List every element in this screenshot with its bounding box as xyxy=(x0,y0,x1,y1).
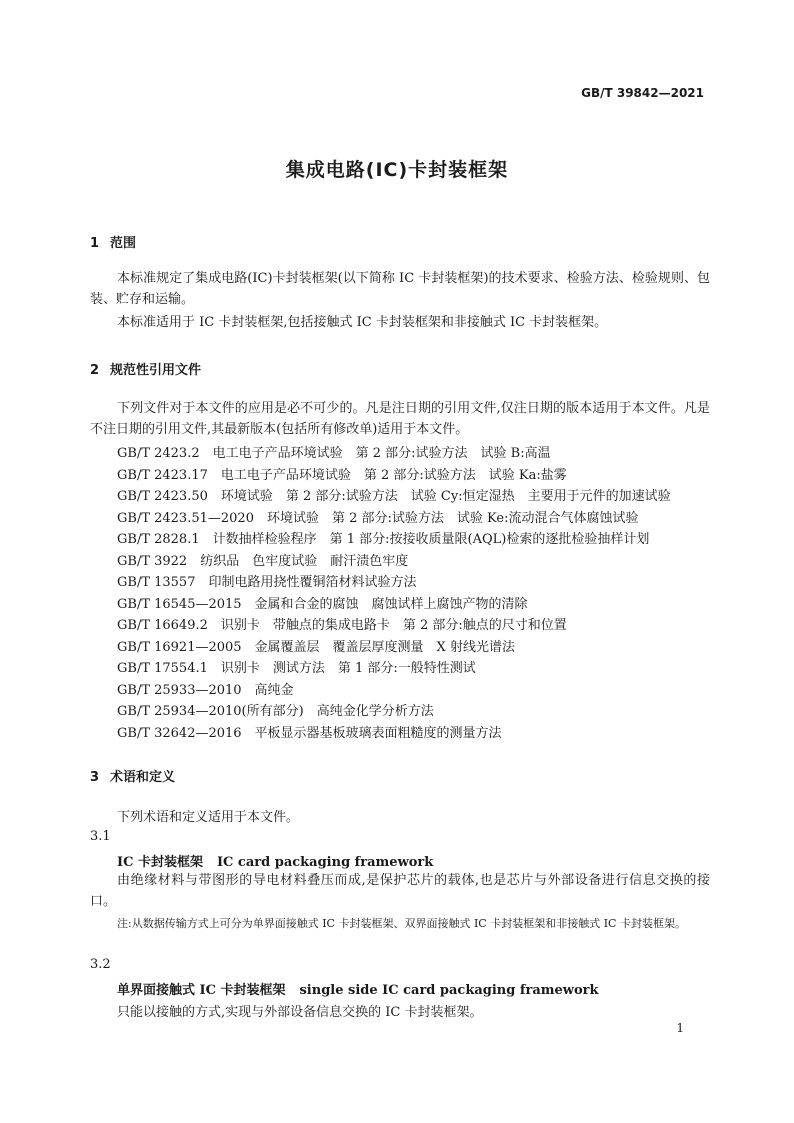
section-title: 规范性引用文件 xyxy=(110,363,202,378)
reference-item: GB/T 25934—2010(所有部分) 高纯金化学分析方法 xyxy=(117,704,434,719)
term-en: single side IC card packaging framework xyxy=(299,983,599,998)
term-heading xyxy=(117,979,598,998)
reference-item: GB/T 2423.2 电工电子产品环境试验 第 2 部分:试验方法 试验 B:高温 xyxy=(117,446,551,461)
reference-item: GB/T 25933—2010 高纯金 xyxy=(117,682,294,698)
document-title: 集成电路(IC)卡封装框架 xyxy=(285,159,509,181)
standard-number: GB/T 39842—2021 xyxy=(581,86,704,100)
section-number: 1 xyxy=(90,236,100,251)
term-heading xyxy=(117,851,433,870)
reference-item: GB/T 13557 印制电路用挠性覆铜箔材料试验方法 xyxy=(117,575,417,590)
section-heading-normative-refs xyxy=(90,359,201,378)
term-cn: 单界面接触式 IC 卡封装框架 xyxy=(117,983,286,998)
term-number: 3.1 xyxy=(90,829,111,844)
normative-refs-intro: 下列文件对于本文件的应用是必不可少的。凡是注日期的引用文件,仅注日期的版本适用于本文件。凡是不注日期的引用文件,其最新版本(包括所有修改单)适用于本文件。 xyxy=(90,401,710,437)
term-cn: IC 卡封装框架 xyxy=(117,855,203,870)
reference-item: GB/T 2828.1 计数抽样检验程序 第 1 部分:按接收质量限(AQL)检索的逐批检验抽样计划 xyxy=(117,532,650,547)
reference-item: GB/T 16649.2 识别卡 带触点的集成电路卡 第 2 部分:触点的尺寸和位置 xyxy=(117,618,567,633)
reference-item: GB/T 16545—2015 金属和合金的腐蚀 腐蚀试样上腐蚀产物的清除 xyxy=(117,596,528,612)
reference-list xyxy=(117,443,671,744)
section-heading-scope xyxy=(90,232,136,251)
terms-intro: 下列术语和定义适用于本文件。 xyxy=(117,810,300,825)
section-number: 2 xyxy=(90,363,100,378)
section-heading-terms xyxy=(90,766,175,785)
reference-item: GB/T 17554.1 识别卡 测试方法 第 1 部分:一般特性测试 xyxy=(117,661,476,676)
term-en: IC card packaging framework xyxy=(216,855,434,870)
term-note: 注:从数据传输方式上可分为单界面接触式 IC 卡封装框架、双界面接触式 IC 卡封装框架和非接触式 IC 卡封装框架。 xyxy=(117,917,686,930)
term-definition: 由绝缘材料与带图形的导电材料叠压而成,是保护芯片的载体,也是芯片与外部设备进行信息交换的接口。 xyxy=(90,873,710,909)
reference-item: GB/T 2423.50 环境试验 第 2 部分:试验方法 试验 Cy:恒定湿热 主要用于元件的加速试验 xyxy=(117,489,671,504)
term-definition: 只能以接触的方式,实现与外部设备信息交换的 IC 卡封装框架。 xyxy=(117,1005,483,1020)
term-number: 3.2 xyxy=(90,957,111,972)
reference-item: GB/T 2423.51—2020 环境试验 第 2 部分:试验方法 试验 Ke:流动混合气体腐蚀试验 xyxy=(117,510,639,526)
section-number: 3 xyxy=(90,770,100,785)
reference-item: GB/T 2423.17 电工电子产品环境试验 第 2 部分:试验方法 试验 Ka:盐雾 xyxy=(117,467,567,483)
reference-item: GB/T 16921—2005 金属覆盖层 覆盖层厚度测量 X 射线光谱法 xyxy=(117,639,515,655)
section-title: 范围 xyxy=(110,236,137,251)
reference-item: GB/T 32642—2016 平板显示器基板玻璃表面粗糙度的测量方法 xyxy=(117,725,502,741)
scope-paragraph-1: 本标准规定了集成电路(IC)卡封装框架(以下简称 IC 卡封装框架)的技术要求、检验方法、检验规则、包装、贮存和运输。 xyxy=(90,271,710,307)
scope-paragraph-2: 本标准适用于 IC 卡封装框架,包括接触式 IC 卡封装框架和非接触式 IC 卡封装框架。 xyxy=(117,315,608,330)
section-title: 术语和定义 xyxy=(110,770,176,785)
page-number: 1 xyxy=(676,1021,684,1035)
reference-item: GB/T 3922 纺织品 色牢度试验 耐汗渍色牢度 xyxy=(117,553,409,569)
